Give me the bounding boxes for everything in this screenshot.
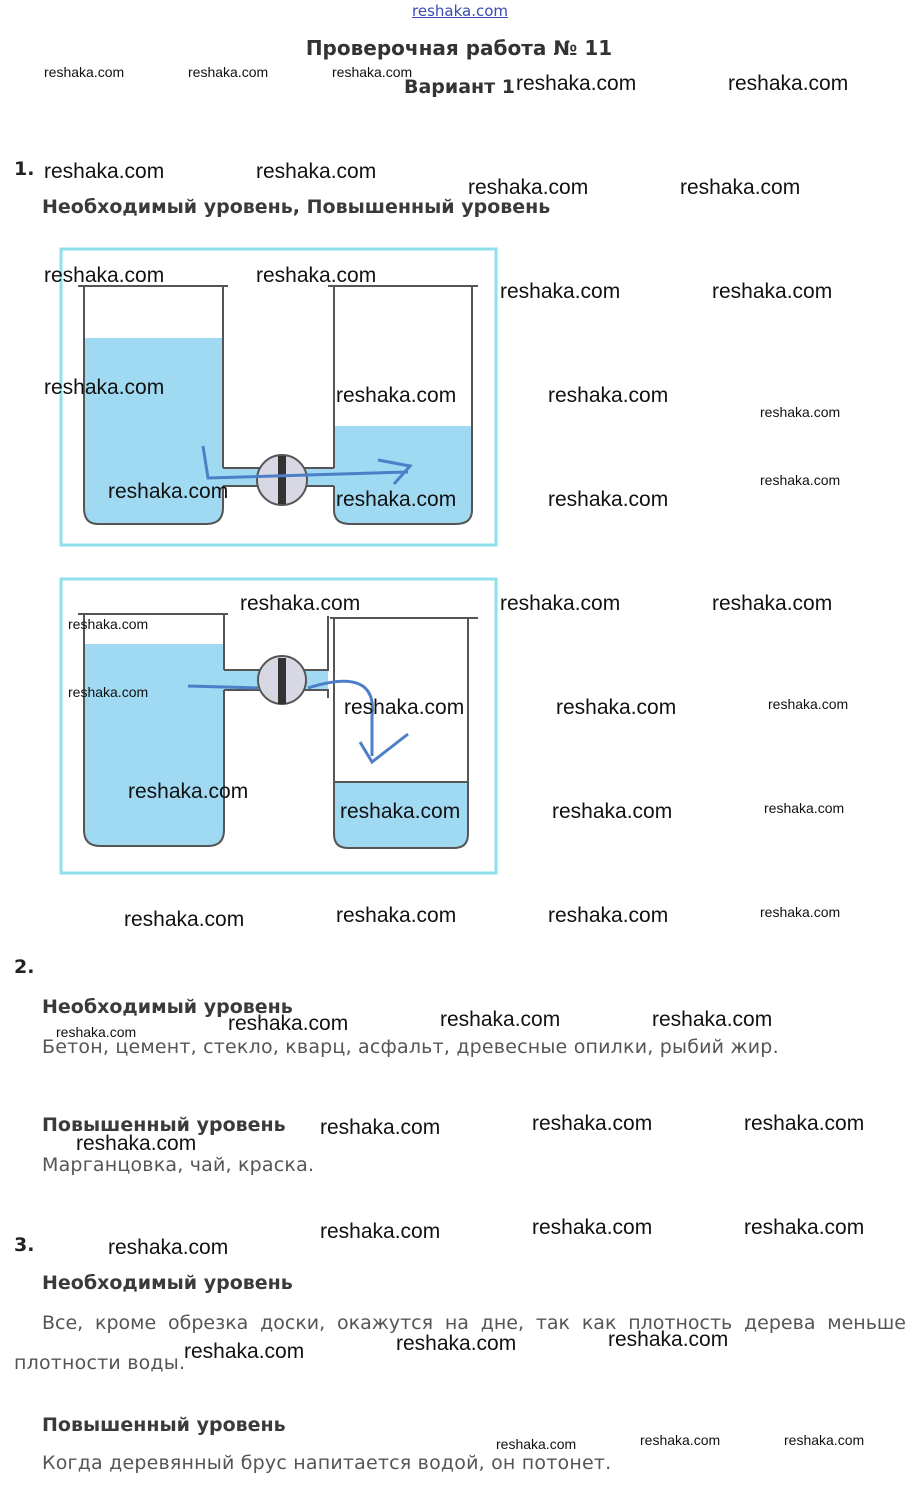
watermark: reshaka.com	[532, 1216, 653, 1239]
watermark: reshaka.com	[500, 592, 621, 615]
watermark: reshaka.com	[128, 780, 249, 803]
valve-gate	[278, 658, 286, 704]
watermark: reshaka.com	[228, 1012, 349, 1035]
question-2-level-advanced: Повышенный уровень	[42, 1114, 286, 1136]
watermark: reshaka.com	[760, 472, 841, 488]
flow-arrow	[188, 686, 258, 688]
watermark: reshaka.com	[440, 1008, 561, 1031]
question-2-answer-advanced: Марганцовка, чай, краска.	[42, 1154, 315, 1176]
watermark: reshaka.com	[680, 176, 801, 199]
watermark: reshaka.com	[744, 1216, 865, 1239]
drop-arrow-head	[360, 734, 408, 762]
watermark: reshaka.com	[784, 1432, 865, 1448]
watermark: reshaka.com	[640, 1432, 721, 1448]
question-2-answer-required: Бетон, цемент, стекло, кварц, асфальт, древесные опилки, рыбий жир.	[42, 1036, 779, 1058]
watermark: reshaka.com	[396, 1332, 517, 1355]
watermark: reshaka.com	[744, 1112, 865, 1135]
watermark: reshaka.com	[608, 1328, 729, 1351]
watermark: reshaka.com	[68, 684, 149, 700]
watermark: reshaka.com	[712, 280, 833, 303]
watermark: reshaka.com	[124, 908, 245, 931]
watermark: reshaka.com	[76, 1132, 197, 1155]
watermark: reshaka.com	[240, 592, 361, 615]
watermark: reshaka.com	[256, 160, 377, 183]
watermark: reshaka.com	[652, 1008, 773, 1031]
watermark: reshaka.com	[468, 176, 589, 199]
watermark: reshaka.com	[68, 616, 149, 632]
watermark: reshaka.com	[516, 72, 637, 95]
watermark: reshaka.com	[532, 1112, 653, 1135]
watermark: reshaka.com	[188, 64, 269, 80]
watermark: reshaka.com	[760, 404, 841, 420]
watermark: reshaka.com	[256, 264, 377, 287]
question-3-answer-required-line2: плотности воды.	[14, 1352, 186, 1374]
watermark: reshaka.com	[552, 800, 673, 823]
watermark: reshaka.com	[108, 1236, 229, 1259]
question-3-level-required: Необходимый уровень	[42, 1272, 293, 1294]
watermark: reshaka.com	[336, 488, 457, 511]
question-3-answer-advanced: Когда деревянный брус напитается водой, он потонет.	[42, 1452, 612, 1474]
watermark: reshaka.com	[336, 384, 457, 407]
question-3-number: 3.	[14, 1234, 35, 1256]
question-1-number: 1.	[14, 158, 35, 180]
watermark: reshaka.com	[548, 384, 669, 407]
watermark: reshaka.com	[548, 488, 669, 511]
valve-gate	[278, 456, 286, 504]
question-2-number: 2.	[14, 956, 35, 978]
watermark: reshaka.com	[44, 264, 165, 287]
watermark: reshaka.com	[332, 64, 413, 80]
watermark: reshaka.com	[728, 72, 849, 95]
watermark: reshaka.com	[336, 904, 457, 927]
left-vessel-water	[84, 644, 224, 846]
page-title: Проверочная работа № 11	[305, 36, 613, 60]
watermark: reshaka.com	[500, 280, 621, 303]
watermark: reshaka.com	[764, 800, 845, 816]
question-3-answer-required-line1: Все, кроме обрезка доски, окажутся на дне, так как плотность дерева меньше	[42, 1312, 906, 1334]
watermark: reshaka.com	[340, 800, 461, 823]
watermark: reshaka.com	[548, 904, 669, 927]
watermark: reshaka.com	[44, 376, 165, 399]
watermark: reshaka.com	[712, 592, 833, 615]
watermark: reshaka.com	[320, 1220, 441, 1243]
watermark: reshaka.com	[760, 904, 841, 920]
question-2-level-required: Необходимый уровень	[42, 996, 293, 1018]
site-link[interactable]: reshaka.com	[412, 2, 508, 20]
question-1-levels: Необходимый уровень, Повышенный уровень	[42, 196, 551, 218]
watermark: reshaka.com	[496, 1436, 577, 1452]
watermark: reshaka.com	[44, 160, 165, 183]
watermark: reshaka.com	[44, 64, 125, 80]
watermark: reshaka.com	[108, 480, 229, 503]
watermark: reshaka.com	[56, 1024, 137, 1040]
watermark: reshaka.com	[556, 696, 677, 719]
watermark: reshaka.com	[184, 1340, 305, 1363]
watermark: reshaka.com	[344, 696, 465, 719]
question-3-level-advanced: Повышенный уровень	[42, 1414, 286, 1436]
watermark: reshaka.com	[768, 696, 849, 712]
variant-label: Вариант 1	[404, 76, 516, 98]
watermark: reshaka.com	[320, 1116, 441, 1139]
